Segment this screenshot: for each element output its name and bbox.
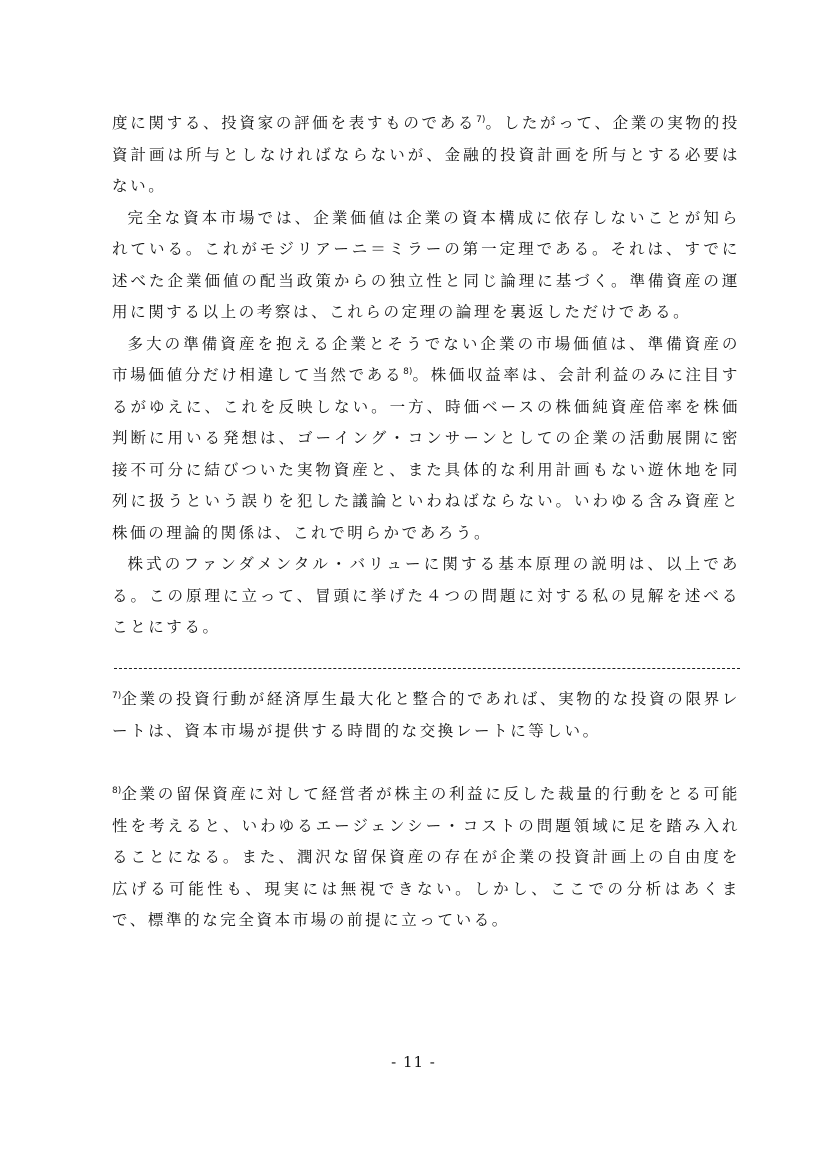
- page-number: - 11 -: [391, 1053, 436, 1071]
- footnote-8-marker: 8): [112, 786, 122, 796]
- footnote-7-marker: 7): [112, 691, 122, 701]
- main-body-text: [112, 108, 740, 644]
- footnotes: [112, 684, 740, 937]
- footnote-7-text: 企業の投資行動が経済厚生最大化と整合的であれば、実物的な投資の限界レートは、資本市場が提供する時間的な交換レートに等しい。: [112, 690, 740, 740]
- paragraph-3-text-b: 。株価収益率は、会計利益のみに注目するがゆえに、これを反映しない。一方、時価ベースの株価純資産倍率を株価判断に用いる発想は、ゴーイング・コンサーンとしての企業の活動展開に密接不可分に結びついた実物資産と、また具体的な利用計画もない遊休地を同列に扱うという誤りを犯した議論といわねばならない。いわゆる含み資産と株価の理論的関係は、これで明らかであろう。: [112, 366, 740, 542]
- footnote-7: [112, 684, 740, 747]
- footnote-ref-7: 7): [476, 115, 486, 125]
- paragraph-4: 株式のファンダメンタル・バリューに関する基本原理の説明は、以上である。この原理に立って、冒頭に挙げた４つの問題に対する私の見解を述べることにする。: [112, 555, 740, 636]
- paragraph-1-text-b: 。したがって、企業の実物的投資計画は所与としなければならないが、金融的投資計画を所与とする必要はない。: [112, 114, 740, 195]
- paragraph-3: [112, 329, 740, 550]
- footnote-separator: [114, 668, 740, 669]
- paragraph-2: 完全な資本市場では、企業価値は企業の資本構成に依存しないことが知られている。これがモジリアーニ＝ミラーの第一定理である。それは、すでに述べた企業価値の配当政策からの独立性と同じ論理に基づく。準備資産の運用に関する以上の考察は、これらの定理の論理を裏返しただけである。: [112, 208, 740, 321]
- paragraph-1: [112, 108, 740, 203]
- footnote-8: [112, 779, 740, 937]
- paragraph-3-text-a: 多大の準備資産を抱える企業とそうでない企業の市場価値は、準備資産の市場価値分だけ相違して当然である: [112, 334, 740, 384]
- footnote-ref-8: 8): [403, 367, 413, 377]
- paragraph-1-text-a: 度に関する、投資家の評価を表すものである: [112, 114, 477, 132]
- footnote-8-text: 企業の留保資産に対して経営者が株主の利益に反した裁量的行動をとる可能性を考えると、いわゆるエージェンシー・コストの問題領域に足を踏み入れることになる。また、潤沢な留保資産の存在が企業の投資計画上の自由度を広げる可能性も、現実には無視できない。しかし、ここでの分析はあくまで、標準的な完全資本市場の前提に立っている。: [112, 785, 740, 929]
